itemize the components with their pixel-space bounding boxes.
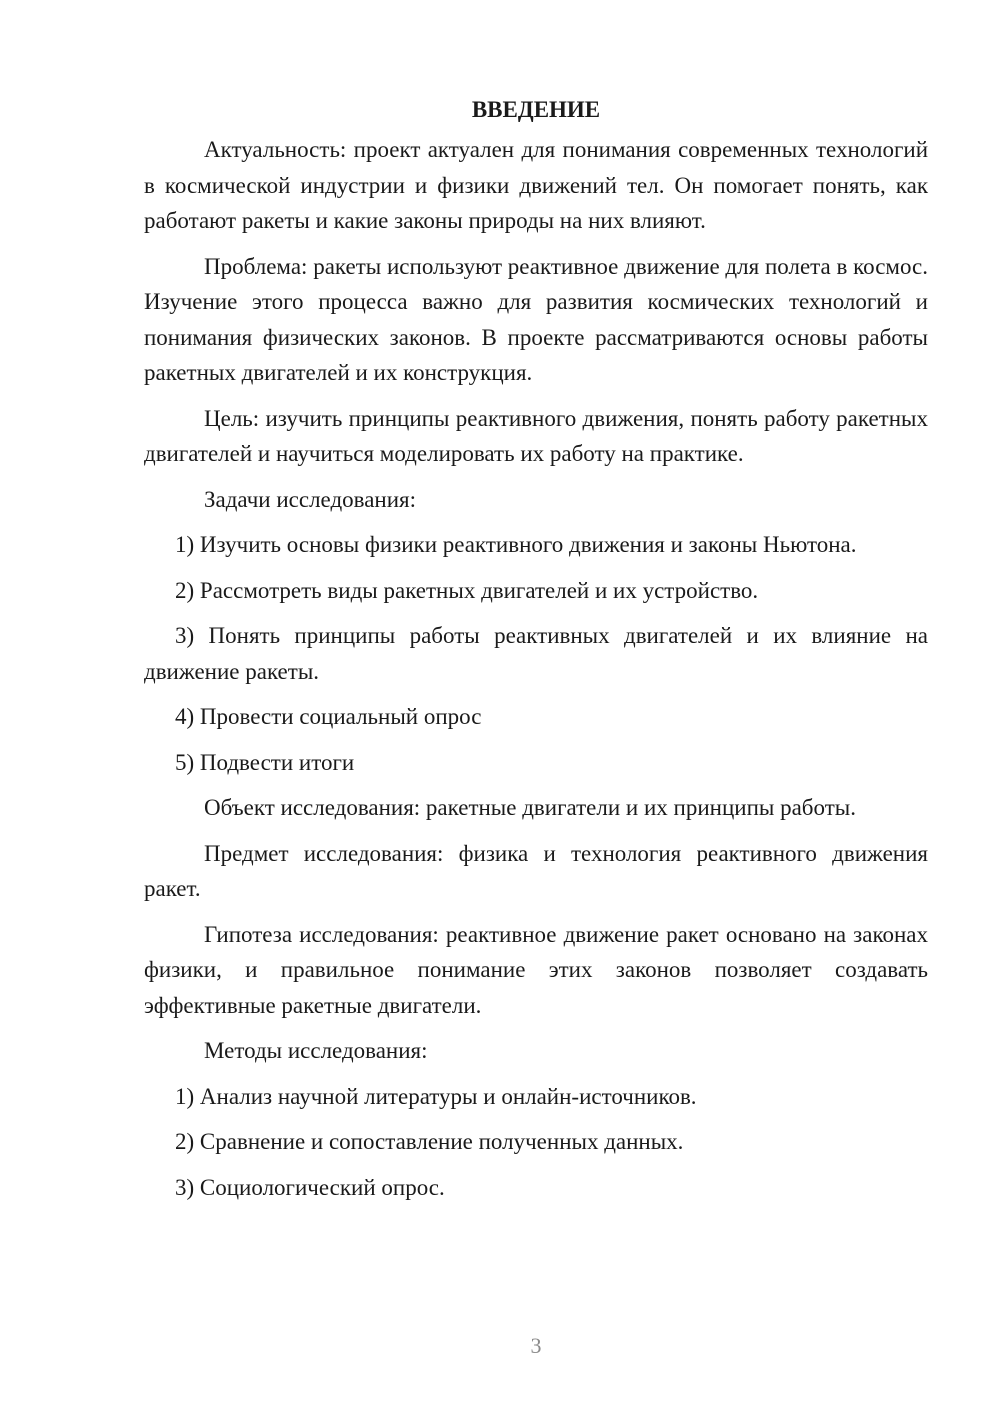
task-item-5: 5) Подвести итоги [175,749,355,775]
document-page [144,92,928,1215]
methods-heading: Методы исследования: [204,1038,428,1063]
tasks-heading: Задачи исследования: [204,486,417,512]
task-item-4: 4) Провести социальный опрос [175,704,482,729]
method-item-2: 2) Сравнение и сопоставление полученных данных. [175,1129,684,1154]
hypothesis-paragraph: Гипотеза исследования: реактивное движение ракет основано на законах физики, и правильное понимание этих законов позволяет создавать эффективные ракетные двигатели. [144,921,928,1018]
method-item-3: 3) Социологический опрос. [175,1174,445,1200]
task-item-2: 2) Рассмотреть виды ракетных двигателей и их устройство. [175,577,759,603]
page-number: 3 [530,1333,542,1358]
task-item-1: 1) Изучить основы физики реактивного движения и законы Ньютона. [175,532,857,557]
subject-paragraph: Предмет исследования: физика и технология реактивного движения ракет. [144,840,928,901]
task-item-3: 3) Понять принципы работы реактивных двигателей и их влияние на движение ракеты. [144,623,928,684]
goal-paragraph: Цель: изучить принципы реактивного движения, понять работу ракетных двигателей и научиться моделировать их работу на практике. [144,405,928,466]
method-item-1: 1) Анализ научной литературы и онлайн-источников. [175,1083,697,1109]
relevance-paragraph: Актуальность: проект актуален для понимания современных технологий в космической индустрии и физики движений тел. Он помогает понять, как работают ракеты и какие законы природы на них влияют. [144,137,928,233]
page-title: ВВЕДЕНИЕ [471,97,601,122]
object-paragraph: Объект исследования: ракетные двигатели и их принципы работы. [204,795,856,820]
problem-paragraph: Проблема: ракеты используют реактивное движение для полета в космос. Изучение этого процесса важно для развития космических технологий и понимания физических законов. В проекте рассматриваются основы работы ракетных двигателей и их конструкция. [144,253,928,385]
